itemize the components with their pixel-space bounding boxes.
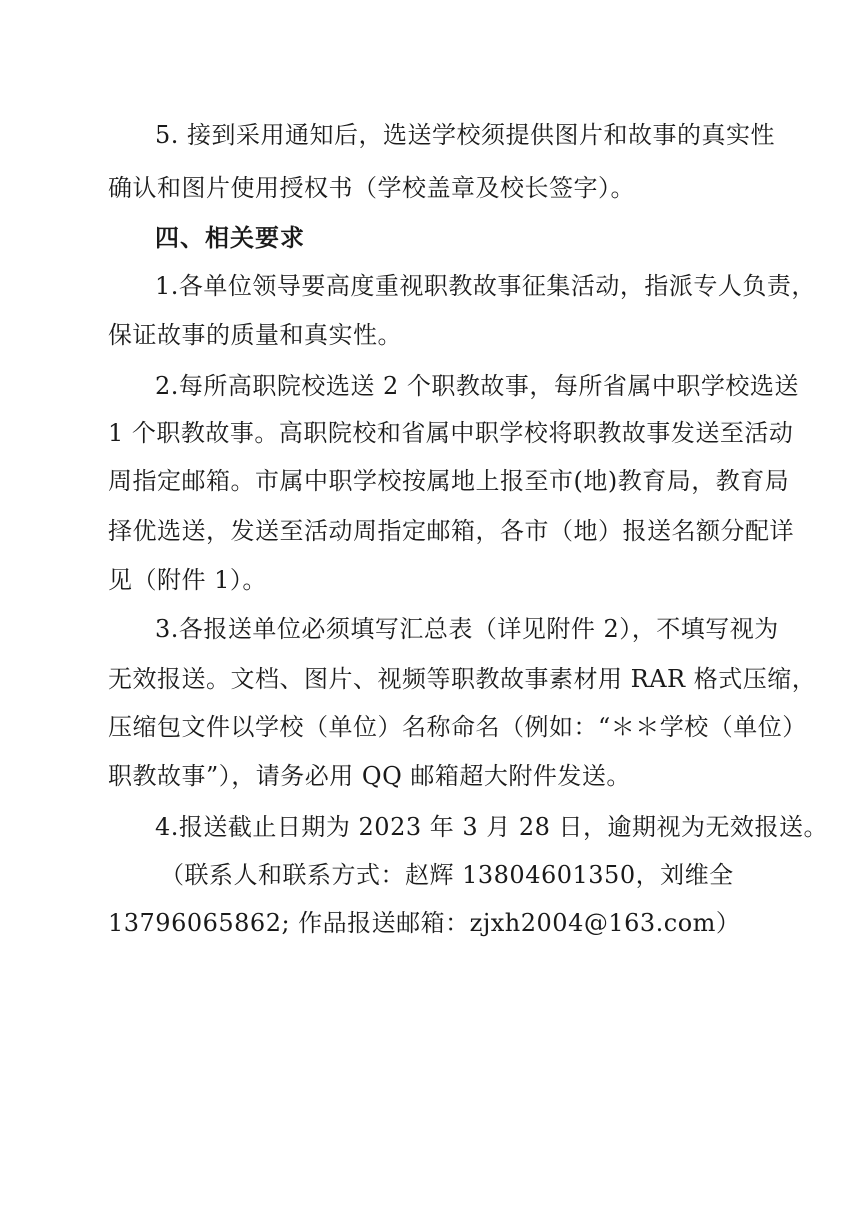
requirement-3-line-4: 职教故事”），请务必用 QQ 邮箱超大附件发送。 — [108, 762, 631, 790]
requirement-2-line-2: 1 个职教故事。高职院校和省属中职学校将职教故事发送至活动 — [108, 419, 794, 447]
requirement-2-line-5: 见（附件 1）。 — [108, 566, 267, 594]
requirement-2-line-4: 择优选送，发送至活动周指定邮箱，各市（地）报送名额分配详 — [108, 517, 794, 545]
section-heading: 四、相关要求 — [155, 224, 305, 252]
requirement-3-line-1: 3.各报送单位必须填写汇总表（详见附件 2），不填写视为 — [155, 615, 779, 643]
requirement-4-line-1: 4.报送截止日期为 2023 年 3 月 28 日，逾期视为无效报送。 — [155, 813, 829, 841]
requirement-1-line-1: 1.各单位领导要高度重视职教故事征集活动，指派专人负责， — [155, 272, 816, 300]
requirement-2-line-1: 2.每所高职院校选送 2 个职教故事，每所省属中职学校选送 — [155, 372, 799, 400]
paragraph-5-line-2: 确认和图片使用授权书（学校盖章及校长签字）。 — [108, 174, 635, 202]
requirement-1-line-2: 保证故事的质量和真实性。 — [108, 321, 402, 349]
contact-line-1: （联系人和联系方式：赵辉 13804601350，刘维全 — [160, 861, 734, 889]
requirement-3-line-2: 无效报送。文档、图片、视频等职教故事素材用 RAR 格式压缩， — [108, 665, 817, 693]
paragraph-5-line-1: 5. 接到采用通知后，选送学校须提供图片和故事的真实性 — [155, 121, 776, 149]
requirement-2-line-3: 周指定邮箱。市属中职学校按属地上报至市(地)教育局，教育局 — [108, 467, 790, 495]
requirement-3-line-3: 压缩包文件以学校（单位）名称命名（例如：“＊＊学校（单位） — [108, 713, 807, 741]
contact-line-2: 13796065862; 作品报送邮箱：zjxh2004@163.com） — [108, 909, 741, 937]
